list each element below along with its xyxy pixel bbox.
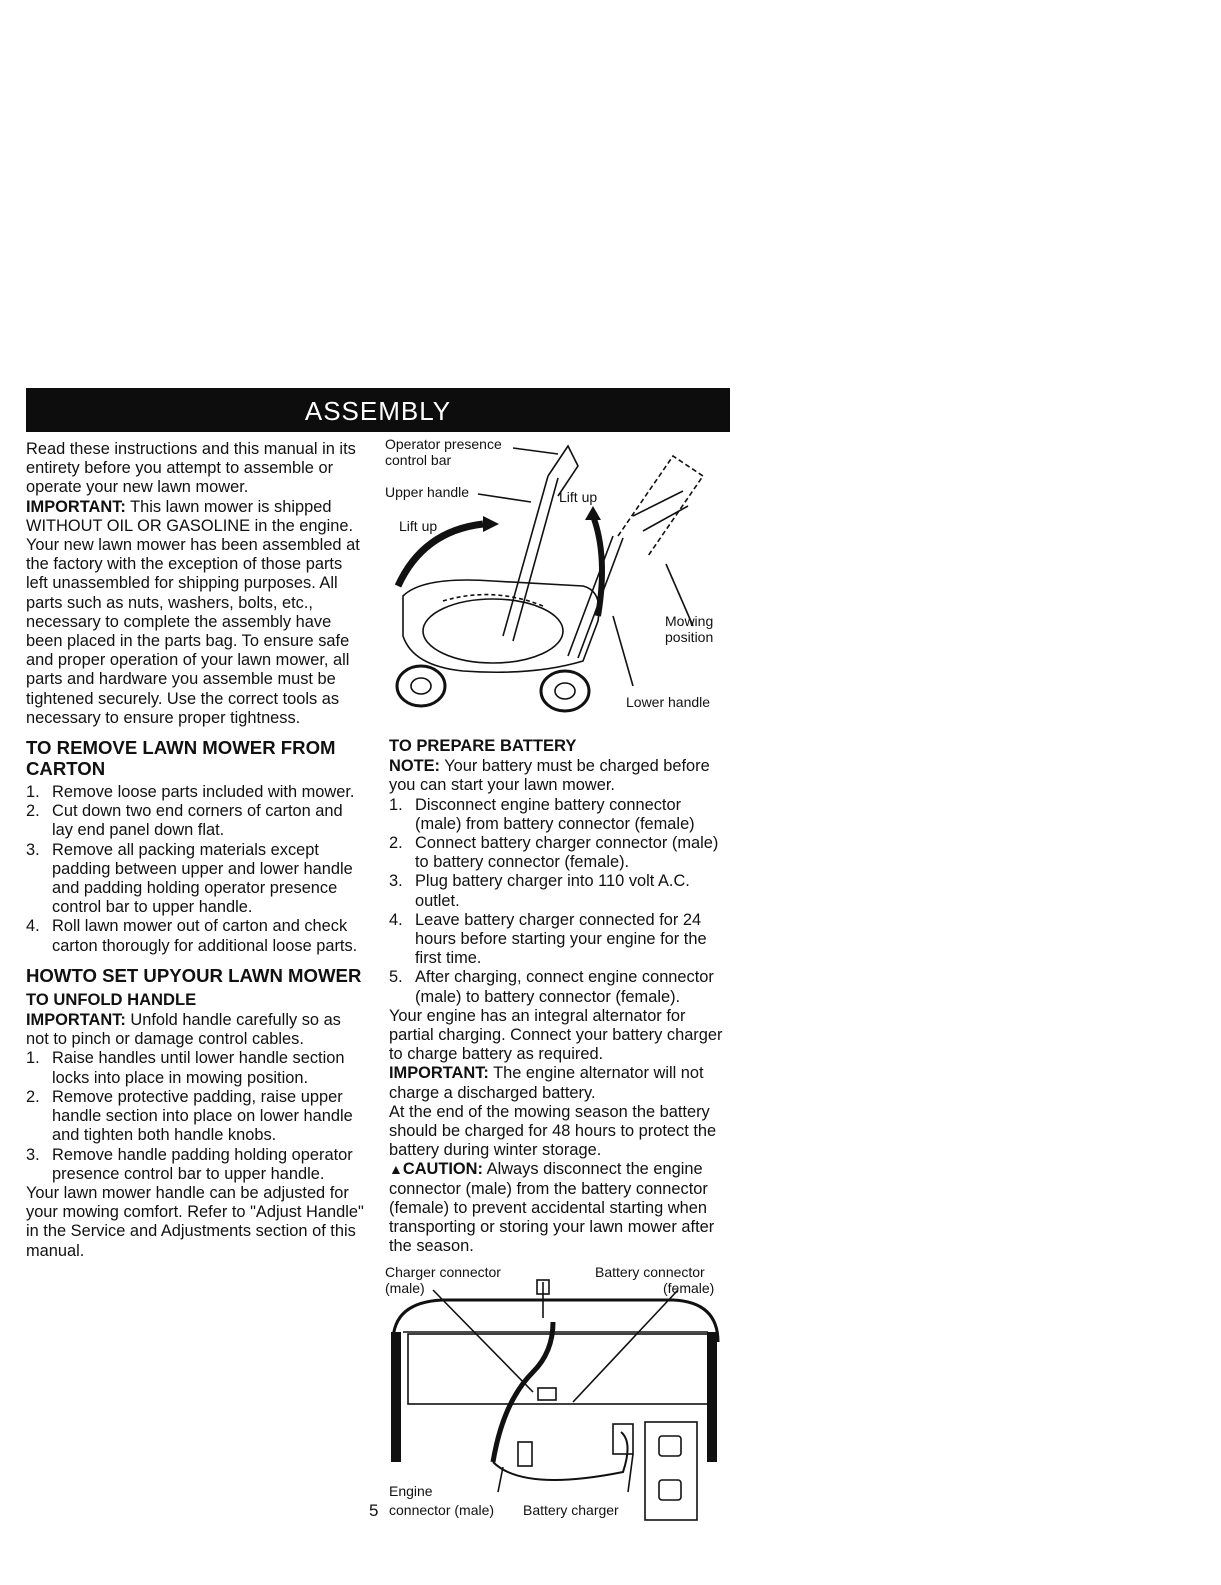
label-engine: Engine: [389, 1483, 433, 1499]
adjust-handle-paragraph: Your lawn mower handle can be adjusted for your mowing comfort. Refer to "Adjust Handle" in the Service and Adjustments section of this manual.: [26, 1183, 364, 1260]
label-control-bar: control bar: [385, 452, 452, 468]
list-item: 2. Remove protective padding, raise upper handle section into place on lower handle and tighten both handle knobs.: [26, 1087, 353, 1145]
list-item: 4. Roll lawn mower out of carton and check carton thorougly for additional loose parts.: [26, 917, 358, 955]
list-item: 4. Leave battery charger connected for 24 hours before starting your engine for the first time.: [389, 910, 707, 968]
remove-steps-list: [26, 783, 366, 956]
list-item: 5. After charging, connect engine connector (male) to battery connector (female).: [389, 968, 714, 1006]
battery-steps-list: [389, 796, 731, 1007]
page-number: 5: [369, 1501, 379, 1520]
list-item: 3. Remove handle padding holding operator presence control bar to upper handle.: [26, 1145, 353, 1183]
intro-paragraph: Read these instructions and this manual in its entirety before you attempt to assemble or operate your new lawn mower.: [26, 440, 356, 497]
caution-note: [389, 1160, 731, 1256]
section-banner: ASSEMBLY: [26, 388, 730, 432]
left-column: [26, 440, 366, 1261]
caution-label: CAUTION:: [402, 1160, 483, 1179]
label-engine-connector: connector (male): [389, 1502, 495, 1518]
battery-connector-illustration: [383, 1262, 728, 1524]
label-lift-up-right: Lift up: [559, 489, 598, 505]
battery-connector-drawing: [383, 1262, 728, 1524]
list-item: 1. Remove loose parts included with mower.: [26, 783, 355, 802]
list-item: 1. Raise handles until lower handle section locks into place in mowing position.: [26, 1049, 345, 1087]
note-label: NOTE:: [389, 757, 440, 776]
heading-remove-mower: TO REMOVE LAWN MOWER FROM CARTON: [26, 737, 336, 780]
important-label: IMPORTANT:: [26, 1011, 126, 1030]
heading-prepare-battery: TO PREPARE BATTERY: [389, 736, 577, 755]
label-charger-male: (male): [385, 1280, 425, 1296]
important-note: [26, 498, 366, 536]
list-item: 3. Plug battery charger into 110 volt A.C. outlet.: [389, 872, 690, 910]
note-text: Your battery must be charged before you can start your lawn mower.: [389, 757, 710, 795]
list-item: 1. Disconnect engine battery connector (male) from battery connector (female): [389, 795, 695, 833]
list-item: 2. Connect battery charger connector (male) to battery connector (female).: [389, 834, 719, 872]
label-battery-female: (female): [663, 1280, 715, 1296]
label-battery-connector: Battery connector: [595, 1264, 705, 1280]
unfold-steps-list: [26, 1049, 366, 1183]
label-lower-handle: Lower handle: [626, 694, 711, 710]
important-label: IMPORTANT:: [389, 1064, 489, 1083]
label-battery-charger: Battery charger: [523, 1502, 619, 1518]
important-text: The engine alternator will not charge a discharged battery.: [389, 1064, 704, 1102]
label-upper-handle: Upper handle: [385, 484, 470, 500]
battery-note: [389, 757, 731, 795]
label-operator-presence: Operator presence: [385, 436, 502, 452]
list-item: 2. Cut down two end corners of carton and lay end panel down flat.: [26, 802, 343, 840]
important-label: IMPORTANT:: [26, 497, 126, 516]
subheading-unfold-handle: TO UNFOLD HANDLE: [26, 989, 197, 1009]
list-item: 3. Remove all packing materials except padding between upper and lower handle and padding holding operator presence control bar to upper handle.: [26, 840, 353, 917]
label-position: position: [665, 629, 714, 645]
alternator-paragraph: Your engine has an integral alternator for partial charging. Connect your battery charger to charge battery as required.: [389, 1006, 723, 1064]
label-charger-connector: Charger connector: [385, 1264, 501, 1280]
warning-icon: ▲: [389, 1161, 403, 1178]
caution-text: Always disconnect the engine connector (male) from the battery connector (female) to prevent accidental starting when transporting or storing your lawn mower after the season.: [389, 1160, 715, 1256]
assembly-paragraph: Your new lawn mower has been assembled at the factory with the exception of those parts left unassembled for shipping purposes. All parts such as nuts, washers, bolts, etc., necessary to complete the assembly have been placed in the parts bag. To ensure safe and proper operation of your lawn mower, all parts and hardware you assemble must be tightened securely. Use the correct tools as necessary to ensure proper tightness.: [26, 536, 360, 727]
important-note: [389, 1064, 731, 1102]
important-note: [26, 1011, 366, 1049]
mower-illustration: [383, 436, 728, 726]
important-text: Unfold handle carefully so as not to pinch or damage control cables.: [26, 1011, 341, 1049]
wall-outlet-icon: [645, 1422, 697, 1520]
label-lift-up-left: Lift up: [399, 518, 438, 534]
right-column: [389, 736, 731, 1256]
season-paragraph: At the end of the mowing season the battery should be charged for 48 hours to protect the battery during winter storage.: [389, 1102, 717, 1160]
important-text: This lawn mower is shipped WITHOUT OIL OR GASOLINE in the engine.: [26, 497, 354, 535]
label-mowing: Mowing: [665, 613, 714, 629]
mower-drawing: [383, 436, 728, 726]
heading-setup: HOWTO SET UPYOUR LAWN MOWER: [26, 964, 362, 986]
